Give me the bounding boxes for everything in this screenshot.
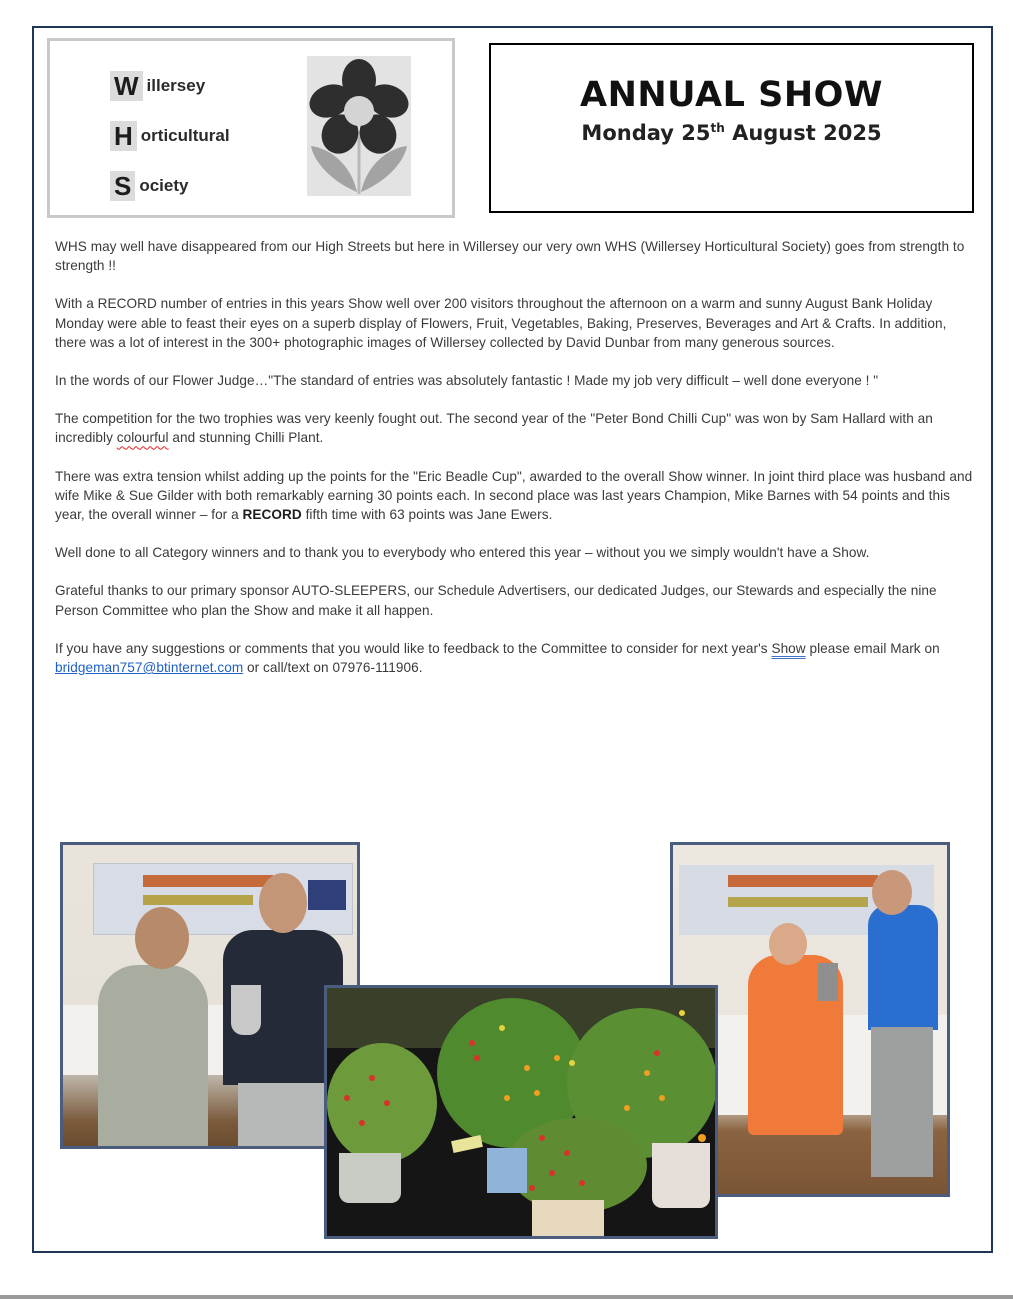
- title-box: [489, 43, 974, 213]
- spellcheck-flagged-word[interactable]: colourful: [116, 430, 169, 446]
- person-man-head: [259, 873, 307, 933]
- logo-word: illersey: [146, 76, 206, 95]
- page-title: ANNUAL SHOW: [580, 75, 883, 115]
- trophy-cup: [231, 985, 261, 1035]
- person-man-legs: [871, 1027, 933, 1177]
- paragraph-eric-beadle-cup: [55, 467, 975, 525]
- paragraph-thanks-entrants: Well done to all Category winners and to thank you to everybody who entered this year – without you we simply wouldn't have a Show.: [55, 545, 870, 561]
- paragraph-intro: WHS may well have disappeared from our High Streets but here in Willersey our very own WHS (Willersey Horticultural Society) goes from strength to strength !!: [55, 239, 965, 274]
- text: The competition for the two trophies was very keenly fought out. The second year of the "Peter Bond Chilli Cup" was won by Sam Hallard with an incredibly: [55, 411, 933, 446]
- event-date: [491, 121, 972, 145]
- text: fifth time with 63 points was Jane Ewers.: [301, 507, 553, 523]
- logo-line-society: [110, 161, 230, 211]
- banner-subtitle: [728, 897, 868, 907]
- text: and stunning Chilli Plant.: [168, 430, 324, 446]
- paragraph-record-entries: With a RECORD number of entries in this years Show well over 200 visitors throughout the afternoon on a warm and sunny August Bank Holiday Monday were able to feast their eyes on a superb display of Flowers, Fruit, Vegetables, Baking, Preserves, Beverages and Art & Crafts. In addition, there was a lot of interest in the 300+ photographic images of Willersey collected by David Dunbar from many generous sources.: [55, 296, 947, 350]
- banner-title: [143, 875, 273, 887]
- society-logo: [47, 38, 455, 218]
- text: If you have any suggestions or comments that you would like to feedback to the Committee to consider for next year's: [55, 640, 772, 656]
- grammar-flagged-word[interactable]: Show: [771, 640, 806, 656]
- logo-text: [110, 61, 230, 211]
- logo-word: orticultural: [140, 126, 230, 145]
- paragraph-contact: [55, 639, 975, 677]
- date-prefix: Monday 25: [581, 121, 711, 145]
- chilli-peppers: [327, 988, 715, 1236]
- logo-initial: H: [110, 121, 137, 151]
- logo-word: ociety: [139, 176, 189, 195]
- person-man-head: [872, 870, 912, 915]
- article-body: [55, 237, 975, 696]
- date-ordinal: th: [710, 121, 725, 135]
- photo-chilli-plants: [324, 985, 718, 1239]
- banner-title: [728, 875, 878, 887]
- photo-trophy-left: [60, 842, 360, 1149]
- email-link[interactable]: bridgeman757@btinternet.com: [55, 660, 244, 676]
- flower-icon: [307, 56, 411, 196]
- person-man-legs: [238, 1083, 330, 1149]
- banner-subtitle: [143, 895, 253, 905]
- person-man-shirt: [868, 905, 938, 1030]
- paragraph-chilli-cup: [55, 409, 975, 447]
- person-woman-head: [769, 923, 807, 965]
- page-bottom-divider: [0, 1295, 1013, 1299]
- logo-line-horticultural: [110, 111, 230, 161]
- bold-record: RECORD: [242, 507, 302, 523]
- text: or call/text on 07976-111906.: [243, 660, 423, 676]
- person-woman: [98, 965, 208, 1149]
- date-rest: August 2025: [724, 121, 882, 145]
- logo-initial: W: [110, 71, 143, 101]
- text: please email Mark on: [805, 640, 940, 656]
- paragraph-sponsors: Grateful thanks to our primary sponsor AUTO-SLEEPERS, our Schedule Advertisers, our dedicated Judges, our Stewards and especially the nine Person Committee who plan the Show and make it all happen.: [55, 583, 937, 618]
- person-woman-head: [135, 907, 189, 969]
- text: There was extra tension whilst adding up the points for the "Eric Beadle Cup", awarded to the overall Show winner. In joint third place was husband and wife Mike & Sue Gilder with both remarkably earning 30 points each. In second place was last years Champion, Mike Barnes with 54 points and this year, the overall winner – for a: [55, 468, 973, 523]
- paragraph-judge-quote: In the words of our Flower Judge…"The standard of entries was absolutely fantastic ! Made my job very difficult – well done everyone ! ": [55, 373, 879, 389]
- logo-initial: S: [110, 171, 135, 201]
- logo-line-willersey: [110, 61, 230, 111]
- sponsor-logo: [308, 880, 346, 910]
- trophy-cup: [818, 963, 838, 1001]
